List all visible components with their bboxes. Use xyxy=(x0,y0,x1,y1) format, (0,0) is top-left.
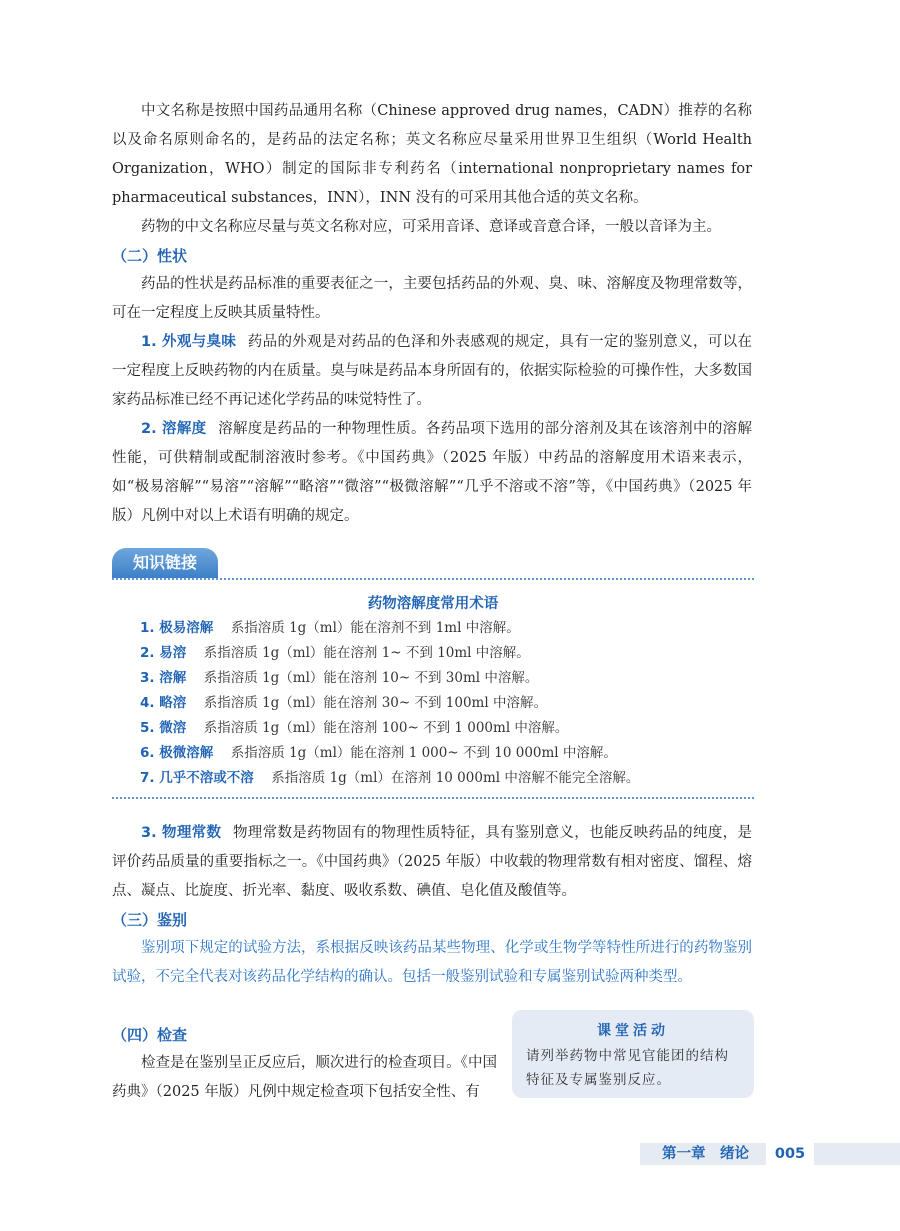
term-description: 系指溶质 1g（ml）能在溶剂不到 1ml 中溶解。 xyxy=(230,620,520,636)
term-description: 系指溶质 1g（ml）能在溶剂 100~ 不到 1 000ml 中溶解。 xyxy=(203,720,569,736)
list-item xyxy=(140,616,639,641)
footer-chapter-label: 第一章 绪论 xyxy=(662,1146,749,1162)
knowledge-link-top-divider xyxy=(112,578,754,580)
paragraph-physical-constants xyxy=(112,819,752,906)
term-description: 系指溶质 1g（ml）能在溶剂 1~ 不到 10ml 中溶解。 xyxy=(203,645,530,661)
list-item xyxy=(140,716,639,741)
list-item xyxy=(140,666,639,691)
paragraph-properties: 药品的性状是药品标准的重要表征之一，主要包括药品的外观、臭、味、溶解度及物理常数等，可在一定程度上反映其质量特性。 xyxy=(112,276,752,321)
heading-properties: （二）性状 xyxy=(112,247,188,265)
heading-identification: （三）鉴别 xyxy=(112,911,188,929)
term-description: 系指溶质 1g（ml）能在溶剂 10~ 不到 30ml 中溶解。 xyxy=(203,670,539,686)
list-item xyxy=(140,766,639,791)
knowledge-link-title: 药物溶解度常用术语 xyxy=(367,596,499,612)
term-label: 2. 易溶 xyxy=(140,645,187,661)
subheading-physical-constants: 3. 物理常数 xyxy=(141,825,222,841)
physical-constants-text: 物理常数是药物固有的物理性质特征，具有鉴别意义，也能反映药品的纯度，是评价药品质量的重要指标之一。《中国药典》（2025 年版）中收载的物理常数有相对密度、馏程、熔点、凝点、比旋度、折光率、黏度、吸收系数、碘值、皂化值及酸值等。 xyxy=(112,825,753,899)
term-label: 6. 极微溶解 xyxy=(140,745,214,761)
paragraph-chinese-name: 中文名称是按照中国药品通用名称（Chinese approved drug names，CADN）推荐的名称以及命名原则命名的，是药品的法定名称；英文名称应尽量采用世界卫生组织（World Health Organization，WHO）制定的国际非专利药名（international nonproprietary names for pharmaceutical substances，INN），INN 没有的可采用其他合适的英文名称。 xyxy=(112,103,752,206)
paragraph-appearance xyxy=(112,328,752,415)
appearance-text: 药品的外观是对药品的色泽和外表感观的规定，具有一定的鉴别意义，可以在一定程度上反映药物的内在质量。臭与味是药品本身所固有的，依据实际检验的可操作性，大多数国家药品标准已经不再记述化学药品的味觉特性了。 xyxy=(112,334,752,408)
list-item xyxy=(140,641,639,666)
term-label: 5. 微溶 xyxy=(140,720,187,736)
paragraph-identification: 鉴别项下规定的试验方法，系根据反映该药品某些物理、化学或生物学等特性所进行的药物鉴别试验，不完全代表对该药品化学结构的确认。包括一般鉴别试验和专属鉴别试验两种类型。 xyxy=(112,940,752,985)
knowledge-link-tab: 知识链接 xyxy=(112,548,218,578)
knowledge-link-bottom-divider xyxy=(112,797,754,799)
term-label: 7. 几乎不溶或不溶 xyxy=(140,770,254,786)
solubility-text: 溶解度是药品的一种物理性质。各药品项下选用的部分溶剂及其在该溶剂中的溶解性能，可供精制或配制溶液时参考。《中国药典》（2025 年版）中药品的溶解度用术语来表示，如“极易溶解”“易溶”“溶解”“略溶”“微溶”“极微溶解”“几乎不溶或不溶”等，《中国药典》（2025 年版）凡例中对以上术语有明确的规定。 xyxy=(112,421,752,524)
term-description: 系指溶质 1g（ml）在溶剂 10 000ml 中溶解不能完全溶解。 xyxy=(271,770,640,786)
term-description: 系指溶质 1g（ml）能在溶剂 1 000~ 不到 10 000ml 中溶解。 xyxy=(230,745,617,761)
subheading-appearance: 1. 外观与臭味 xyxy=(141,334,237,350)
paragraph-name-translation: 药物的中文名称应尽量与英文名称对应，可采用音译、意译或音意合译，一般以音译为主。 xyxy=(141,219,721,235)
class-activity-text: 请列举药物中常见官能团的结构特征及专属鉴别反应。 xyxy=(526,1048,729,1088)
list-item xyxy=(140,691,639,716)
heading-inspection: （四）检查 xyxy=(112,1026,188,1044)
paragraph-solubility xyxy=(112,415,752,531)
solubility-terms-list xyxy=(140,616,639,791)
term-label: 3. 溶解 xyxy=(140,670,187,686)
subheading-solubility: 2. 溶解度 xyxy=(141,421,207,437)
class-activity-box xyxy=(512,1010,754,1098)
term-label: 1. 极易溶解 xyxy=(140,620,214,636)
term-description: 系指溶质 1g（ml）能在溶剂 30~ 不到 100ml 中溶解。 xyxy=(203,695,547,711)
term-label: 4. 略溶 xyxy=(140,695,187,711)
class-activity-title: 课堂活动 xyxy=(597,1023,669,1039)
list-item xyxy=(140,741,639,766)
page-number: 005 xyxy=(766,1143,814,1165)
paragraph-inspection: 检查是在鉴别呈正反应后，顺次进行的检查项目。《中国药典》（2025 年版）凡例中规定检查项下包括安全性、有 xyxy=(112,1055,497,1100)
